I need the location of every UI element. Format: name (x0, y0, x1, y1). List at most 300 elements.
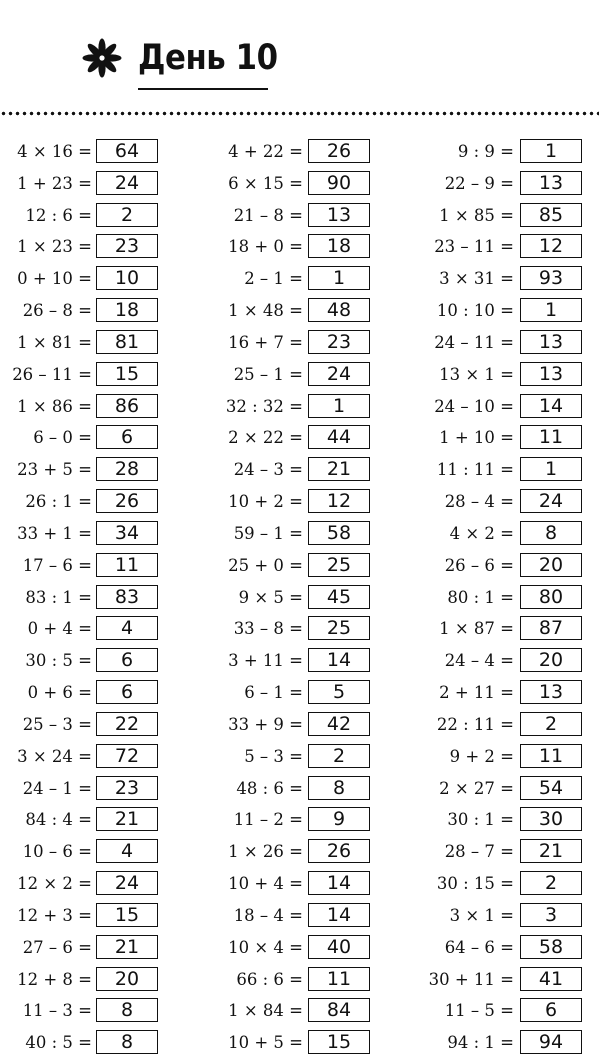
exercise-expression: 66 : 6 = (236, 969, 303, 989)
answer-box[interactable] (96, 712, 158, 736)
exercise-expression: 21 – 8 = (233, 205, 303, 225)
answer-box[interactable] (520, 171, 582, 195)
answer-box[interactable] (520, 585, 582, 609)
answer-value: 2 (332, 744, 346, 767)
answer-box[interactable] (520, 903, 582, 927)
exercise-expression: 30 : 15 = (436, 874, 514, 894)
answer-value: 26 (114, 490, 140, 513)
exercise-row (422, 169, 599, 201)
answer-box[interactable] (96, 903, 158, 927)
exercise-expression: 30 : 5 = (25, 651, 92, 671)
answer-box[interactable] (520, 839, 582, 863)
answer-value: 13 (538, 330, 564, 353)
exercise-expression: 33 – 8 = (233, 619, 303, 639)
answer-value: 11 (538, 426, 564, 449)
exercise-expression: 59 – 1 = (233, 523, 303, 543)
answer-value: 6 (120, 649, 134, 672)
answer-box[interactable] (308, 998, 370, 1022)
answer-value: 26 (326, 840, 352, 863)
answer-box[interactable] (308, 139, 370, 163)
answer-value: 10 (114, 267, 140, 290)
exercise-expression: 83 : 1 = (25, 587, 92, 607)
exercise-expression: 12 + 8 = (17, 969, 92, 989)
exercise-row (422, 774, 599, 806)
answer-value: 86 (114, 394, 140, 417)
exercise-row (211, 965, 411, 997)
exercise-row (211, 837, 411, 869)
exercise-row (422, 678, 599, 710)
exercise-expression: 0 + 6 = (27, 683, 92, 703)
answer-value: 45 (326, 585, 352, 608)
answer-box[interactable] (308, 712, 370, 736)
answer-box[interactable] (96, 362, 158, 386)
exercise-row (0, 869, 200, 901)
exercise-row (422, 742, 599, 774)
exercise-expression: 1 × 86 = (17, 396, 92, 416)
exercise-row (211, 1028, 411, 1060)
answer-value: 11 (326, 967, 352, 990)
answer-value: 41 (538, 967, 564, 990)
exercise-row (0, 487, 200, 519)
answer-box[interactable] (520, 776, 582, 800)
exercise-expression: 30 + 11 = (428, 969, 514, 989)
exercise-row (0, 455, 200, 487)
exercise-row (422, 1028, 599, 1060)
exercise-row (422, 264, 599, 296)
exercise-expression: 28 – 7 = (444, 842, 514, 862)
answer-value: 8 (544, 521, 558, 544)
answer-value: 22 (114, 712, 140, 735)
answer-value: 20 (538, 553, 564, 576)
answer-box[interactable] (96, 171, 158, 195)
exercise-row (211, 901, 411, 933)
answer-box[interactable] (308, 903, 370, 927)
answer-box[interactable] (308, 171, 370, 195)
answer-value: 1 (544, 299, 558, 322)
answer-box[interactable] (308, 425, 370, 449)
answer-box[interactable] (96, 266, 158, 290)
answer-value: 14 (326, 903, 352, 926)
answer-value: 24 (114, 872, 140, 895)
exercise-expression: 22 – 9 = (444, 173, 514, 193)
answer-box[interactable] (96, 585, 158, 609)
answer-box[interactable] (520, 425, 582, 449)
exercise-expression: 10 – 6 = (22, 842, 92, 862)
answer-value: 21 (114, 935, 140, 958)
answer-box[interactable] (520, 139, 582, 163)
answer-box[interactable] (520, 394, 582, 418)
exercise-expression: 10 + 5 = (228, 1033, 303, 1053)
answer-box[interactable] (520, 362, 582, 386)
answer-value: 87 (538, 617, 564, 640)
answer-box[interactable] (96, 553, 158, 577)
answer-value: 6 (120, 681, 134, 704)
exercise-expression: 80 : 1 = (447, 587, 514, 607)
exercise-row (0, 805, 200, 837)
exercise-row (422, 328, 599, 360)
exercise-column-2 (211, 137, 411, 1060)
answer-value: 11 (114, 553, 140, 576)
exercise-expression: 23 + 5 = (17, 460, 92, 480)
answer-box[interactable] (520, 521, 582, 545)
exercise-expression: 6 – 0 = (33, 428, 92, 448)
answer-value: 44 (326, 426, 352, 449)
answer-box[interactable] (520, 616, 582, 640)
answer-box[interactable] (308, 203, 370, 227)
answer-box[interactable] (520, 330, 582, 354)
answer-value: 26 (326, 140, 352, 162)
answer-box[interactable] (520, 680, 582, 704)
answer-box[interactable] (308, 807, 370, 831)
answer-box[interactable] (520, 1030, 582, 1054)
answer-box[interactable] (308, 776, 370, 800)
answer-box[interactable] (308, 839, 370, 863)
answer-box[interactable] (520, 712, 582, 736)
answer-box[interactable] (308, 489, 370, 513)
exercise-expression: 10 + 4 = (228, 874, 303, 894)
exercise-expression: 48 : 6 = (236, 778, 303, 798)
answer-value: 93 (538, 267, 564, 290)
answer-value: 6 (120, 426, 134, 449)
exercise-row (422, 201, 599, 233)
answer-value: 2 (544, 712, 558, 735)
answer-value: 30 (538, 808, 564, 831)
answer-box[interactable] (308, 744, 370, 768)
exercise-expression: 16 + 7 = (228, 332, 303, 352)
answer-box[interactable] (96, 648, 158, 672)
exercise-expression: 17 – 6 = (22, 555, 92, 575)
page-title: День 10 (138, 38, 278, 78)
exercise-expression: 1 × 85 = (439, 205, 514, 225)
answer-box[interactable] (520, 967, 582, 991)
answer-box[interactable] (96, 521, 158, 545)
answer-value: 8 (120, 999, 134, 1022)
exercise-expression: 1 × 26 = (228, 842, 303, 862)
exercise-expression: 0 + 10 = (17, 269, 92, 289)
answer-value: 20 (538, 649, 564, 672)
answer-box[interactable] (96, 457, 158, 481)
exercise-row (0, 1028, 200, 1060)
exercise-expression: 11 : 11 = (436, 460, 514, 480)
answer-value: 2 (120, 203, 134, 226)
answer-value: 24 (326, 362, 352, 385)
answer-value: 21 (326, 458, 352, 481)
exercise-expression: 3 × 1 = (449, 905, 514, 925)
exercise-expression: 40 : 5 = (25, 1033, 92, 1053)
answer-value: 14 (326, 872, 352, 895)
exercise-expression: 1 × 23 = (17, 237, 92, 257)
exercise-expression: 24 – 3 = (233, 460, 303, 480)
exercise-expression: 1 × 48 = (228, 301, 303, 321)
answer-value: 11 (538, 744, 564, 767)
exercise-expression: 25 + 0 = (228, 555, 303, 575)
answer-box[interactable] (308, 935, 370, 959)
answer-value: 18 (114, 299, 140, 322)
exercise-row (422, 710, 599, 742)
answer-value: 80 (538, 585, 564, 608)
answer-box[interactable] (520, 457, 582, 481)
answer-value: 12 (538, 235, 564, 258)
exercise-expression: 10 × 4 = (228, 937, 303, 957)
answer-box[interactable] (308, 234, 370, 258)
answer-box[interactable] (96, 234, 158, 258)
answer-box[interactable] (96, 935, 158, 959)
answer-value: 3 (544, 903, 558, 926)
answer-box[interactable] (96, 489, 158, 513)
exercise-row (422, 965, 599, 997)
answer-box[interactable] (96, 139, 158, 163)
answer-box[interactable] (96, 298, 158, 322)
answer-box[interactable] (520, 298, 582, 322)
exercise-expression: 94 : 1 = (447, 1033, 514, 1053)
exercise-row (0, 232, 200, 264)
exercise-expression: 64 – 6 = (444, 937, 514, 957)
answer-value: 84 (326, 999, 352, 1022)
exercise-row (422, 232, 599, 264)
answer-box[interactable] (308, 648, 370, 672)
asterisk-flower-icon (82, 38, 122, 78)
answer-box[interactable] (308, 298, 370, 322)
exercise-expression: 9 × 5 = (238, 587, 303, 607)
exercise-row (422, 996, 599, 1028)
answer-value: 28 (114, 458, 140, 481)
exercise-row (211, 232, 411, 264)
answer-box[interactable] (308, 362, 370, 386)
answer-value: 90 (326, 171, 352, 194)
answer-box[interactable] (308, 616, 370, 640)
exercise-expression: 18 – 4 = (233, 905, 303, 925)
exercise-row (211, 328, 411, 360)
title-underline (138, 88, 268, 90)
exercise-row (211, 137, 411, 169)
exercise-row (211, 614, 411, 646)
answer-box[interactable] (96, 616, 158, 640)
answer-value: 1 (332, 267, 346, 290)
answer-box[interactable] (520, 807, 582, 831)
exercise-expression: 6 – 1 = (244, 683, 303, 703)
exercise-row (0, 328, 200, 360)
exercise-row (0, 201, 200, 233)
exercise-expression: 12 × 2 = (17, 874, 92, 894)
answer-box[interactable] (308, 330, 370, 354)
answer-box[interactable] (520, 553, 582, 577)
answer-box[interactable] (308, 585, 370, 609)
exercise-row (422, 837, 599, 869)
answer-box[interactable] (520, 998, 582, 1022)
exercise-expression: 25 – 1 = (233, 364, 303, 384)
exercise-expression: 23 – 11 = (434, 237, 514, 257)
exercise-row (422, 551, 599, 583)
exercise-expression: 27 – 6 = (22, 937, 92, 957)
exercise-row (422, 519, 599, 551)
answer-value: 54 (538, 776, 564, 799)
exercise-expression: 24 – 10 = (434, 396, 514, 416)
answer-box[interactable] (520, 266, 582, 290)
exercise-row (211, 710, 411, 742)
answer-value: 23 (114, 235, 140, 258)
exercise-row (0, 423, 200, 455)
exercise-row (0, 392, 200, 424)
exercise-row (422, 646, 599, 678)
exercise-row (0, 360, 200, 392)
answer-value: 2 (544, 872, 558, 895)
exercise-expression: 1 × 84 = (228, 1001, 303, 1021)
exercise-expression: 2 + 11 = (439, 683, 514, 703)
answer-box[interactable] (520, 871, 582, 895)
answer-box[interactable] (96, 1030, 158, 1054)
answer-box[interactable] (96, 203, 158, 227)
answer-box[interactable] (96, 871, 158, 895)
answer-value: 83 (114, 585, 140, 608)
exercise-expression: 0 + 4 = (27, 619, 92, 639)
answer-box[interactable] (308, 871, 370, 895)
answer-value: 18 (326, 235, 352, 258)
exercise-row (0, 646, 200, 678)
exercise-expression: 25 – 3 = (22, 714, 92, 734)
answer-box[interactable] (308, 553, 370, 577)
exercise-expression: 84 : 4 = (25, 810, 92, 830)
exercise-row (0, 901, 200, 933)
exercise-row (0, 551, 200, 583)
exercise-expression: 1 + 10 = (439, 428, 514, 448)
exercise-expression: 12 + 3 = (17, 905, 92, 925)
answer-box[interactable] (96, 394, 158, 418)
answer-value: 85 (538, 203, 564, 226)
exercise-expression: 1 × 81 = (17, 332, 92, 352)
exercise-row (211, 551, 411, 583)
answer-value: 40 (326, 935, 352, 958)
answer-box[interactable] (96, 967, 158, 991)
answer-value: 25 (326, 617, 352, 640)
answer-box[interactable] (520, 648, 582, 672)
answer-box[interactable] (96, 680, 158, 704)
answer-box[interactable] (96, 425, 158, 449)
exercise-row (0, 774, 200, 806)
exercise-row (211, 678, 411, 710)
answer-box[interactable] (520, 744, 582, 768)
answer-value: 12 (326, 490, 352, 513)
exercise-expression: 24 – 11 = (434, 332, 514, 352)
exercise-expression: 11 – 5 = (444, 1001, 514, 1021)
answer-value: 34 (114, 521, 140, 544)
exercise-row (211, 996, 411, 1028)
exercise-expression: 9 + 2 = (449, 746, 514, 766)
answer-value: 13 (326, 203, 352, 226)
exercise-row (422, 805, 599, 837)
answer-box[interactable] (520, 935, 582, 959)
exercise-row (422, 296, 599, 328)
exercise-row (422, 455, 599, 487)
answer-value: 15 (326, 1031, 352, 1054)
answer-value: 4 (120, 840, 134, 863)
exercise-row (211, 264, 411, 296)
answer-value: 8 (120, 1031, 134, 1054)
page-header (0, 0, 599, 120)
answer-box[interactable] (308, 521, 370, 545)
answer-value: 21 (114, 808, 140, 831)
exercise-row (0, 169, 200, 201)
answer-value: 15 (114, 903, 140, 926)
answer-box[interactable] (96, 998, 158, 1022)
exercise-expression: 13 × 1 = (439, 364, 514, 384)
exercise-row (211, 742, 411, 774)
exercise-expression: 3 × 31 = (439, 269, 514, 289)
exercise-row (211, 296, 411, 328)
exercise-expression: 11 – 2 = (233, 810, 303, 830)
exercise-expression: 1 × 87 = (439, 619, 514, 639)
exercise-row (211, 646, 411, 678)
answer-value: 20 (114, 967, 140, 990)
exercise-row (422, 487, 599, 519)
exercise-row (0, 837, 200, 869)
answer-value: 14 (538, 394, 564, 417)
answer-value: 23 (326, 330, 352, 353)
exercise-row (422, 392, 599, 424)
exercise-expression: 33 + 9 = (228, 714, 303, 734)
exercise-row (0, 296, 200, 328)
answer-box[interactable] (308, 394, 370, 418)
exercise-row (422, 933, 599, 965)
exercise-expression: 4 + 22 = (228, 142, 303, 161)
exercise-row (422, 137, 599, 169)
answer-value: 1 (332, 394, 346, 417)
answer-box[interactable] (96, 744, 158, 768)
exercise-expression: 11 – 3 = (22, 1001, 92, 1021)
exercise-row (211, 423, 411, 455)
exercise-row (0, 614, 200, 646)
answer-box[interactable] (308, 1030, 370, 1054)
exercise-expression: 18 + 0 = (228, 237, 303, 257)
answer-value: 1 (544, 458, 558, 481)
exercise-row (211, 455, 411, 487)
answer-value: 13 (538, 171, 564, 194)
answer-box[interactable] (520, 489, 582, 513)
exercise-row (211, 805, 411, 837)
answer-box[interactable] (520, 203, 582, 227)
exercise-expression: 10 : 10 = (436, 301, 514, 321)
answer-box[interactable] (96, 839, 158, 863)
exercise-expression: 1 + 23 = (17, 173, 92, 193)
exercise-expression: 26 – 11 = (12, 364, 92, 384)
exercise-row (211, 487, 411, 519)
answer-value: 1 (544, 140, 558, 162)
exercise-expression: 3 × 24 = (17, 746, 92, 766)
exercise-expression: 12 : 6 = (25, 205, 92, 225)
answer-box[interactable] (96, 776, 158, 800)
answer-box[interactable] (308, 457, 370, 481)
answer-box[interactable] (308, 680, 370, 704)
exercise-row (0, 137, 200, 169)
exercise-row (0, 264, 200, 296)
answer-value: 25 (326, 553, 352, 576)
dotted-divider (0, 111, 599, 116)
answer-box[interactable] (308, 967, 370, 991)
answer-value: 48 (326, 299, 352, 322)
answer-box[interactable] (96, 330, 158, 354)
exercise-expression: 6 × 15 = (228, 173, 303, 193)
exercise-expression: 24 – 1 = (22, 778, 92, 798)
answer-box[interactable] (96, 807, 158, 831)
exercise-row (422, 423, 599, 455)
answer-box[interactable] (308, 266, 370, 290)
answer-value: 21 (538, 840, 564, 863)
exercise-row (422, 360, 599, 392)
answer-box[interactable] (520, 234, 582, 258)
exercise-row (422, 583, 599, 615)
exercise-row (211, 774, 411, 806)
exercise-row (211, 583, 411, 615)
exercise-expression: 26 – 8 = (22, 301, 92, 321)
